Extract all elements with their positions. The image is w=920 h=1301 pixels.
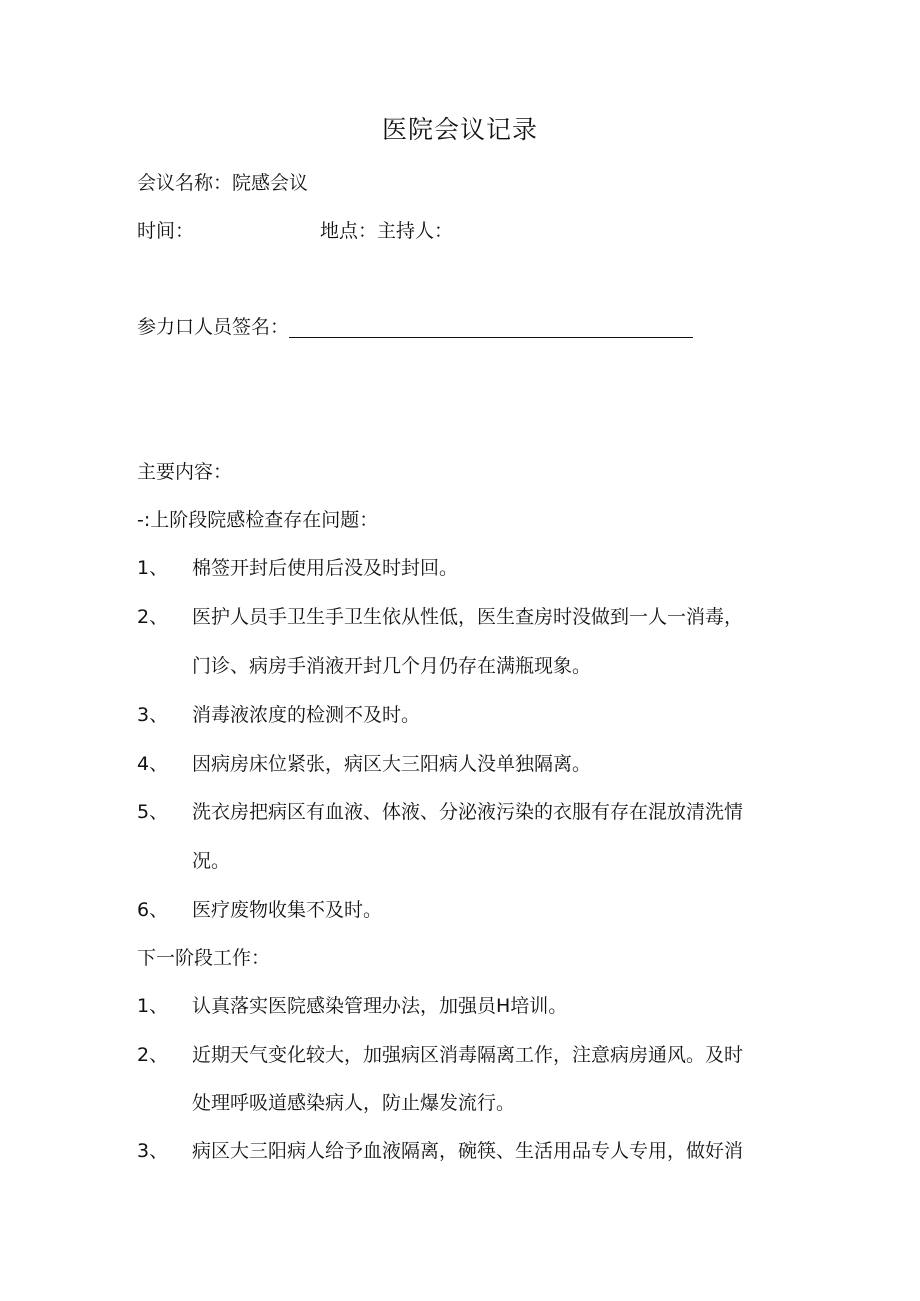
main-content-label: 主要内容：: [137, 461, 233, 483]
signature-underline: [289, 337, 693, 338]
location-label: 地点：: [320, 220, 378, 242]
section1-heading: -:上阶段院感检查存在问题：: [137, 509, 379, 531]
section2-item-number: 1、: [137, 995, 169, 1017]
section1-item-text: 因病房床位紧张，病区大三阳病人没单独隔离。: [192, 753, 592, 775]
section1-item-number: 1、: [137, 557, 169, 579]
host-label: 主持人：: [377, 220, 454, 242]
section1-item-text-continued: 况。: [192, 850, 231, 872]
section1-item-number: 3、: [137, 704, 169, 726]
section1-item-number: 2、: [137, 606, 169, 628]
section2-heading: 下一阶段工作：: [137, 947, 271, 969]
time-location-host-row: [137, 218, 453, 244]
section1-item-number: 6、: [137, 899, 169, 921]
section1-item-text: 棉签开封后使用后没及时封回。: [192, 557, 459, 579]
section1-item-text: 医护人员手卫生手卫生依从性低，医生查房时没做到一人一消毒，: [192, 606, 744, 628]
time-label: 时间：: [137, 220, 195, 242]
section1-item-number: 5、: [137, 801, 169, 823]
section1-item-text: 医疗废物收集不及时。: [192, 899, 383, 921]
section1-item-number: 4、: [137, 753, 169, 775]
meeting-name-value: 院感会议: [232, 172, 309, 194]
meeting-name-label: 会议名称：: [137, 172, 233, 194]
section2-item-number: 2、: [137, 1044, 169, 1066]
section2-item-number: 3、: [137, 1140, 169, 1162]
section1-item-text: 洗衣房把病区有血液、体液、分泌液污染的衣服有存在混放清洗情: [192, 801, 744, 823]
section2-item-text: 病区大三阳病人给予血液隔离，碗筷、生活用品专人专用，做好消: [192, 1140, 744, 1162]
section1-item-text-continued: 门诊、病房手消液开封几个月仍存在满瓶现象。: [192, 655, 592, 677]
attendees-label: 参力口人员签名：: [137, 316, 290, 338]
section2-item-text-continued: 处理呼吸道感染病人，防止爆发流行。: [192, 1092, 516, 1114]
section1-item-text: 消毒液浓度的检测不及时。: [192, 704, 421, 726]
meeting-name-row: [137, 170, 308, 196]
section2-item-text: 近期天气变化较大，加强病区消毒隔离工作，注意病房通风。及时: [192, 1044, 744, 1066]
section2-item-text: 认真落实医院感染管理办法，加强员H培训。: [192, 995, 568, 1017]
document-title: 医院会议记录: [381, 115, 538, 144]
